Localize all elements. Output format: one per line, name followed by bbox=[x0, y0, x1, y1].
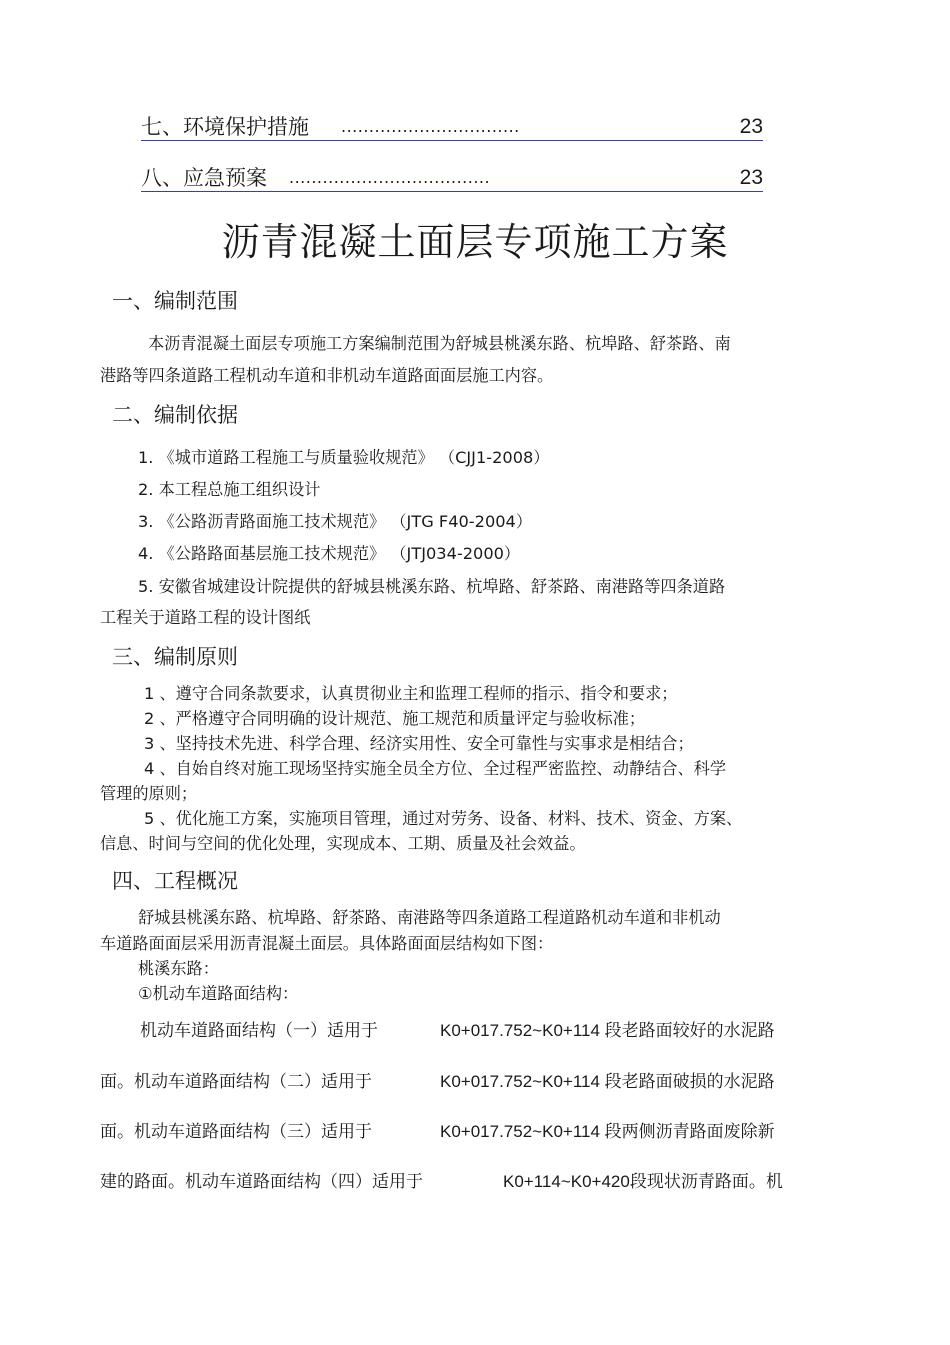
paragraph-line-text: 面。机动车道路面结构（二）适用于 bbox=[100, 1072, 372, 1092]
section-heading-principles: 三、编制原则 bbox=[112, 645, 238, 669]
toc-page: 23 bbox=[739, 166, 763, 189]
toc-title: 七、环境保护措施 bbox=[141, 115, 309, 139]
list-item: 2. 本工程总施工组织设计 bbox=[138, 480, 321, 499]
section-heading-basis: 二、编制依据 bbox=[112, 403, 238, 427]
paragraph-line: ①机动车道路面结构： bbox=[138, 984, 299, 1003]
paragraph-line-text: 面。机动车道路面结构（三）适用于 bbox=[100, 1122, 372, 1142]
paragraph-line-range: K0+017.752~K0+114 段两侧沥青路面废除新 bbox=[440, 1122, 775, 1141]
list-item: 3 、坚持技术先进、科学合理、经济实用性、安全可靠性与实事求是相结合； bbox=[144, 734, 694, 753]
toc-leader: ................................ bbox=[341, 117, 520, 136]
list-item: 1. 《城市道路工程施工与质量验收规范》 （CJJ1-2008） bbox=[138, 448, 550, 467]
paragraph-line-range: K0+114~K0+420段现状沥青路面。机 bbox=[503, 1172, 783, 1191]
list-item: 5. 安徽省城建设计院提供的舒城县桃溪东路、杭埠路、舒茶路、南港路等四条道路 bbox=[138, 577, 726, 596]
paragraph-line-text: 建的路面。机动车道路面结构（四）适用于 bbox=[100, 1172, 423, 1192]
list-item-continued: 信息、时间与空间的优化处理，实现成本、工期、质量及社会效益。 bbox=[100, 834, 586, 853]
toc-entry-emergency[interactable] bbox=[141, 165, 763, 192]
toc-leader: .................................... bbox=[289, 168, 491, 187]
list-item: 4. 《公路路面基层施工技术规范》 （JTJ034-2000） bbox=[138, 544, 521, 563]
paragraph-line: 车道路面面层采用沥青混凝土面层。具体路面面层结构如下图： bbox=[100, 934, 554, 953]
toc-title: 八、应急预案 bbox=[141, 166, 267, 190]
list-item: 5 、优化施工方案，实施项目管理，通过对劳务、设备、材料、技术、资金、方案、 bbox=[144, 809, 743, 828]
list-item-continued: 管理的原则； bbox=[100, 784, 198, 803]
section-heading-overview: 四、工程概况 bbox=[112, 869, 238, 893]
toc-page: 23 bbox=[739, 115, 763, 138]
paragraph-line-text: 机动车道路面结构（一）适用于 bbox=[140, 1021, 378, 1041]
list-item: 3. 《公路沥青路面施工技术规范》 （JTG F40-2004） bbox=[138, 512, 533, 531]
paragraph-line: 本沥青混凝土面层专项施工方案编制范围为舒城县桃溪东路、杭埠路、舒茶路、南 bbox=[148, 334, 731, 353]
paragraph-line-range: K0+017.752~K0+114 段老路面较好的水泥路 bbox=[440, 1021, 775, 1040]
paragraph-line-range: K0+017.752~K0+114 段老路面破损的水泥路 bbox=[440, 1072, 775, 1091]
paragraph-line: 桃溪东路： bbox=[138, 959, 219, 978]
list-item: 4 、自始自终对施工现场坚持实施全员全方位、全过程严密监控、动静结合、科学 bbox=[144, 759, 727, 778]
document-title: 沥青混凝土面层专项施工方案 bbox=[221, 220, 729, 264]
list-item: 2 、严格遵守合同明确的设计规范、施工规范和质量评定与验收标准； bbox=[144, 709, 646, 728]
list-item-continued: 工程关于道路工程的设计图纸 bbox=[100, 608, 311, 627]
list-item: 1 、遵守合同条款要求，认真贯彻业主和监理工程师的指示、指令和要求； bbox=[144, 684, 678, 703]
section-heading-scope: 一、编制范围 bbox=[112, 289, 238, 313]
paragraph-line: 港路等四条道路工程机动车道和非机动车道路面面层施工内容。 bbox=[100, 366, 554, 385]
paragraph-line: 舒城县桃溪东路、杭埠路、舒茶路、南港路等四条道路工程道路机动车道和非机动 bbox=[138, 908, 721, 927]
toc-entry-environment[interactable] bbox=[141, 114, 763, 141]
